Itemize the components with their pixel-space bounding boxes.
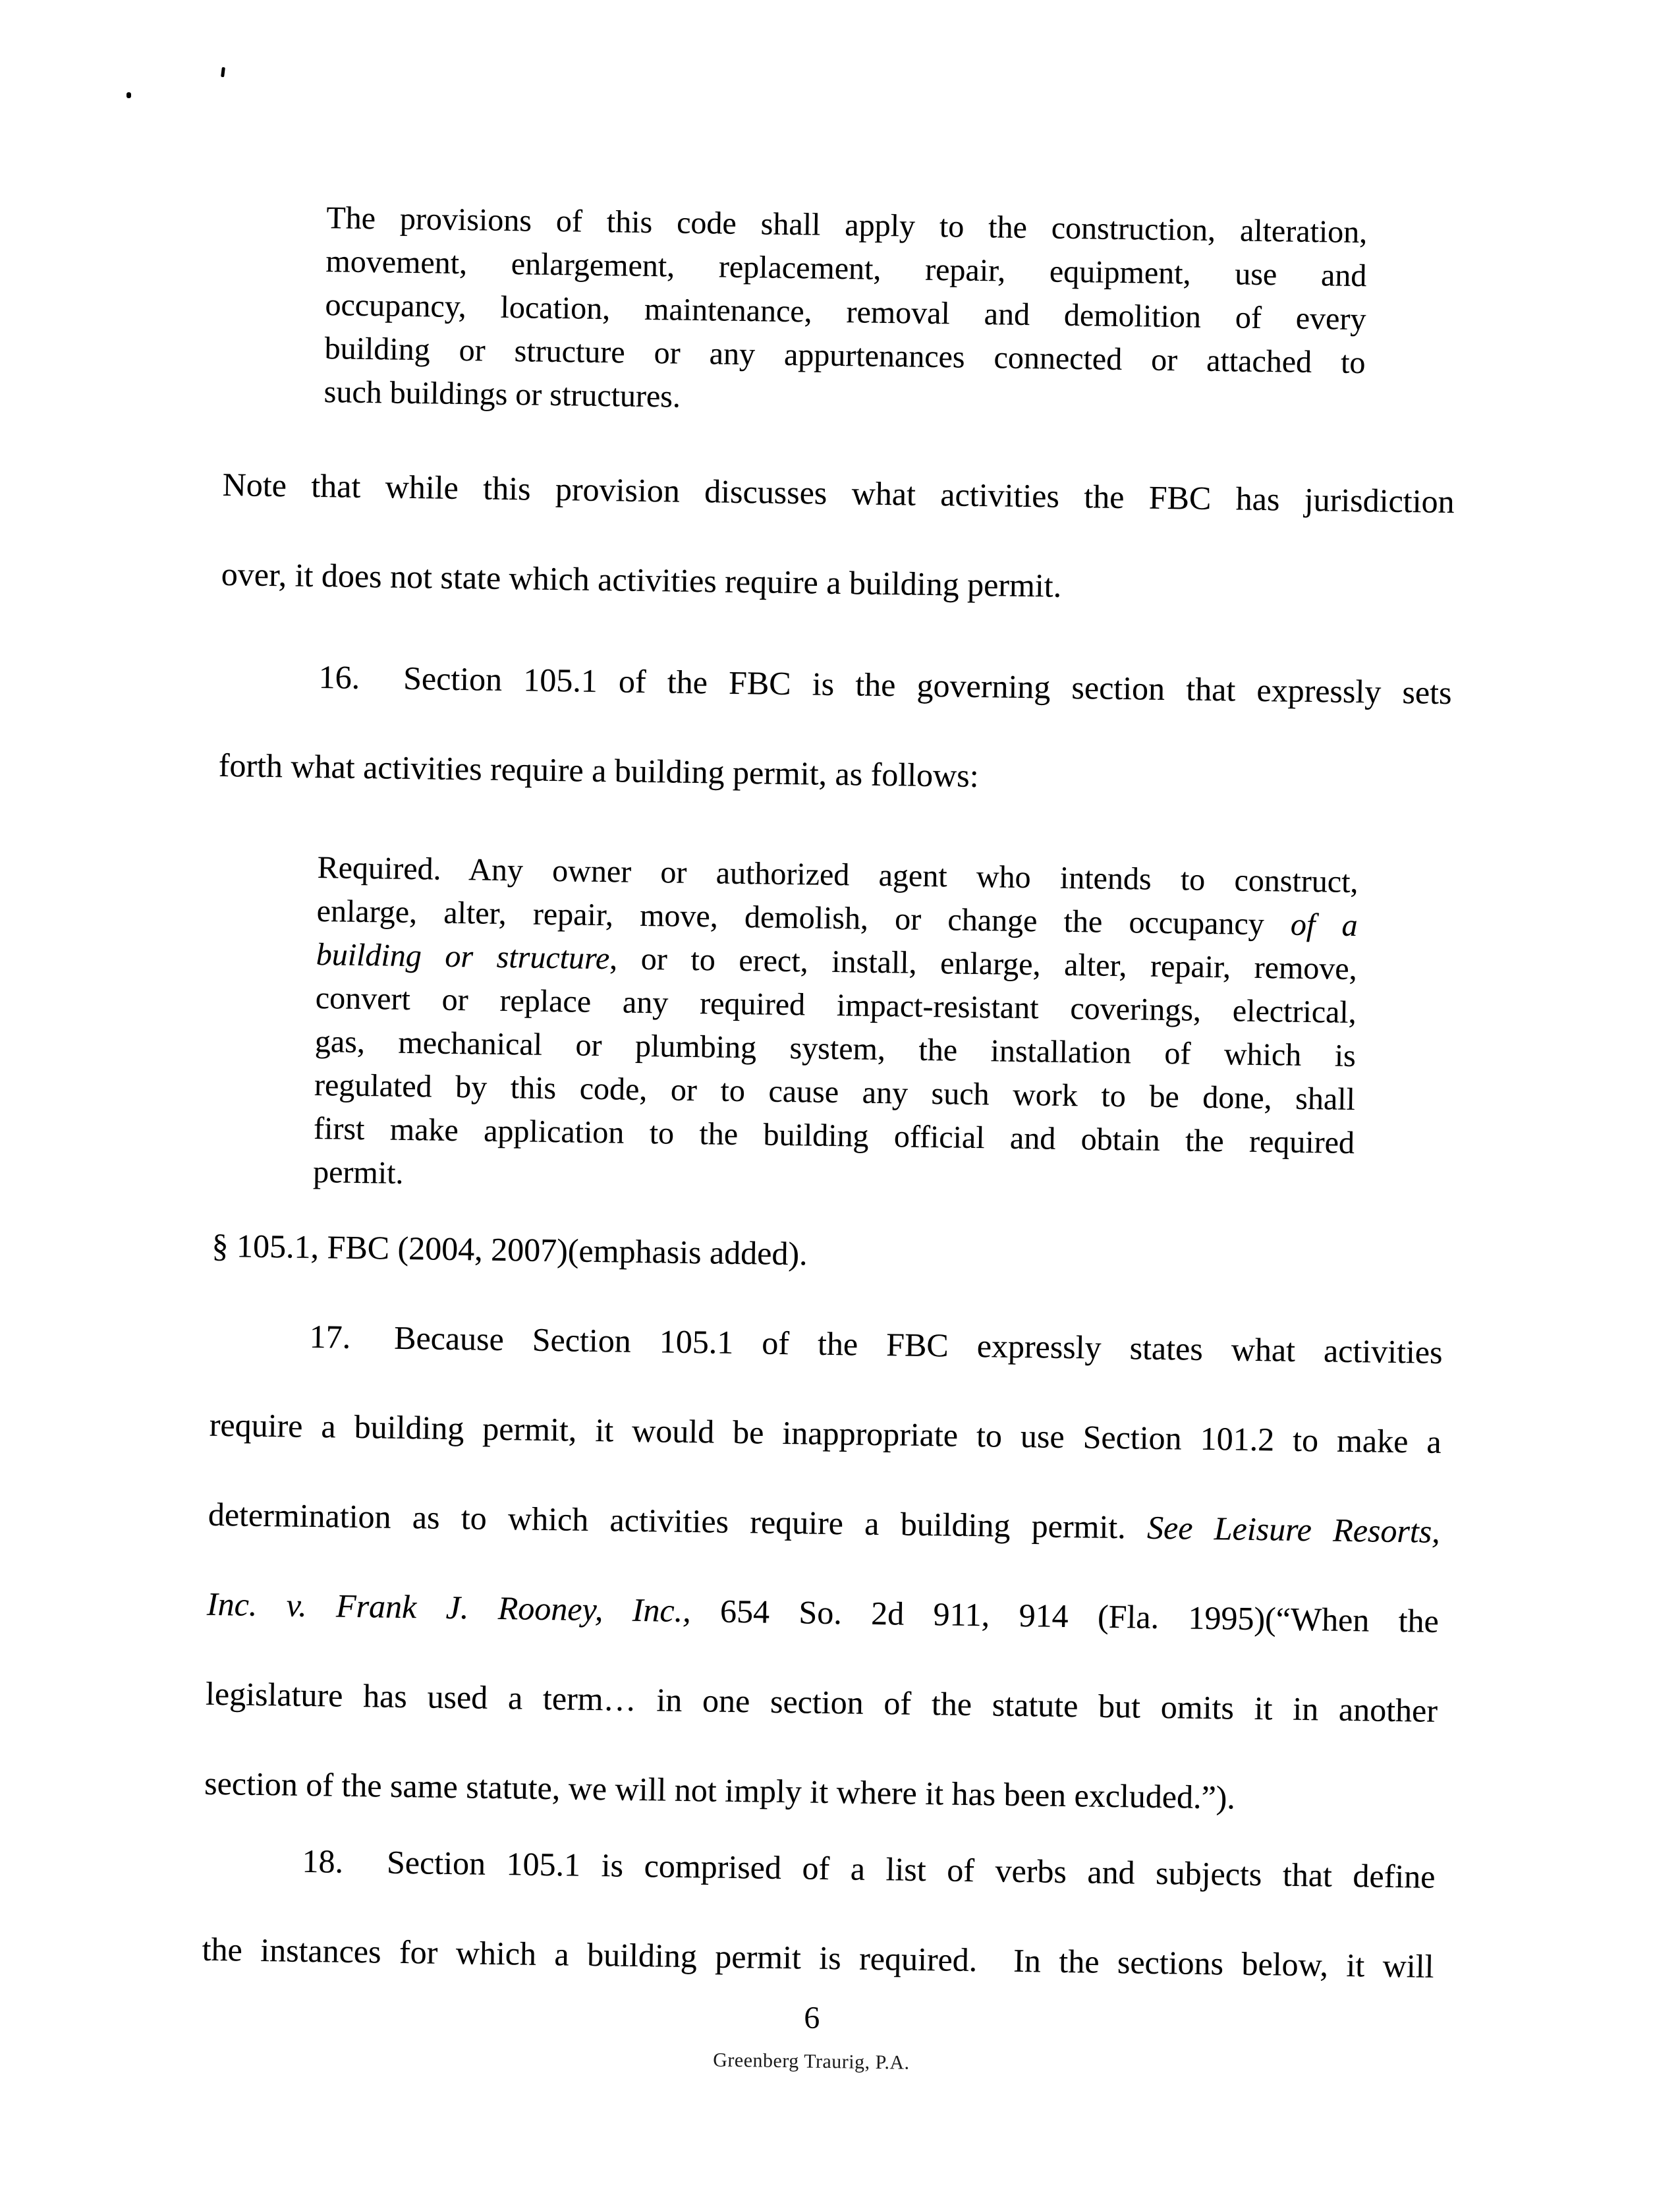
text-segment: 17. — [309, 1317, 351, 1355]
text-segment: 654 So. 2d 911, 914 (Fla. 1995)(“When the — [690, 1592, 1440, 1640]
text-segment: over, it does not state which activities require a building permit. — [221, 555, 1062, 604]
text-segment: , or to erect, install, enlarge, alter, repair, remove, — [609, 941, 1358, 987]
citation-105-1 — [211, 1201, 1445, 1307]
text-line — [206, 1559, 1440, 1666]
text-segment: first make application to the building official and obtain the required — [313, 1110, 1355, 1161]
text-segment: the instances for which a building permit is required. In the sections below, it will — [202, 1930, 1434, 1985]
text-segment: The provisions of this code shall apply to the construction, alteration, — [326, 200, 1368, 250]
text-segment: occupancy, location, maintenance, removal and demolition of every — [325, 287, 1366, 337]
text-segment: forth what activities require a building permit, as follows: — [218, 746, 979, 795]
text-segment: such buildings or structures. — [323, 374, 681, 414]
text-segment: Section 105.1 of the FBC is the governing section that expressly sets — [403, 659, 1452, 712]
paragraph-note — [221, 440, 1455, 636]
blockquote-code-scope — [323, 196, 1367, 428]
italic-text-segment: of a — [1290, 907, 1358, 944]
text-line — [221, 529, 1454, 636]
text-segment: Section 105.1 is comprised of a list of verbs and subjects that define — [386, 1843, 1436, 1895]
text-line — [218, 720, 1451, 827]
text-line — [208, 1469, 1441, 1576]
text-segment: permit. — [312, 1154, 404, 1191]
blockquote-permit-required — [313, 846, 1358, 1209]
text-segment: enlarge, alter, repair, move, demolish, or change the occupancy — [316, 894, 1291, 942]
text-segment: regulated by this code, or to cause any such work to be done, shall — [314, 1067, 1356, 1118]
italic-text-segment: building or structure — [316, 937, 610, 977]
text-line — [205, 1649, 1438, 1755]
text-segment: Note that while this provision discusses what activities the FBC has jurisdiction — [222, 465, 1455, 521]
text-segment: legislature has used a term… in one section of the statute but omits it in another — [205, 1674, 1438, 1729]
text-segment: § 105.1, FBC (2004, 2007)(emphasis added). — [211, 1226, 808, 1272]
italic-text-segment: Inc. v. Frank J. Rooney, Inc., — [206, 1585, 692, 1630]
text-segment: 16. — [318, 658, 360, 696]
text-segment: convert or replace any required impact-resistant coverings, electrical, — [315, 980, 1357, 1031]
text-segment: building or structure or any appurtenances connected or attached to — [324, 331, 1366, 381]
text-segment: require a building permit, it would be inappropriate to use Section 101.2 to make a — [209, 1406, 1442, 1460]
law-firm-footer: Greenberg Traurig, P.A. — [713, 2049, 910, 2074]
text-line — [203, 1815, 1436, 1922]
text-segment: determination as to which activities require a building permit. — [208, 1495, 1148, 1546]
text-line — [209, 1380, 1442, 1487]
page-number: 6 — [803, 2000, 820, 2036]
text-line — [222, 440, 1455, 546]
italic-text-segment: See Leisure Resorts, — [1146, 1508, 1441, 1550]
paragraph-17 — [204, 1290, 1443, 1845]
text-segment: section of the same statute, we will not imply it where it has been excluded.”). — [204, 1764, 1236, 1816]
text-segment: Because Section 105.1 of the FBC expressly states what activities — [393, 1319, 1443, 1371]
text-segment: 18. — [302, 1842, 344, 1880]
text-line — [210, 1290, 1443, 1397]
paragraph-16 — [218, 631, 1453, 827]
paragraph-18 — [202, 1815, 1436, 2011]
text-line — [211, 1201, 1445, 1307]
text-segment: gas, mechanical or plumbing system, the installation of which is — [314, 1023, 1357, 1074]
text-segment: Required. Any owner or authorized agent who intends to construct, — [317, 850, 1358, 900]
text-segment: movement, enlargement, replacement, repair, equipment, use and — [325, 244, 1367, 294]
text-line — [219, 631, 1453, 737]
